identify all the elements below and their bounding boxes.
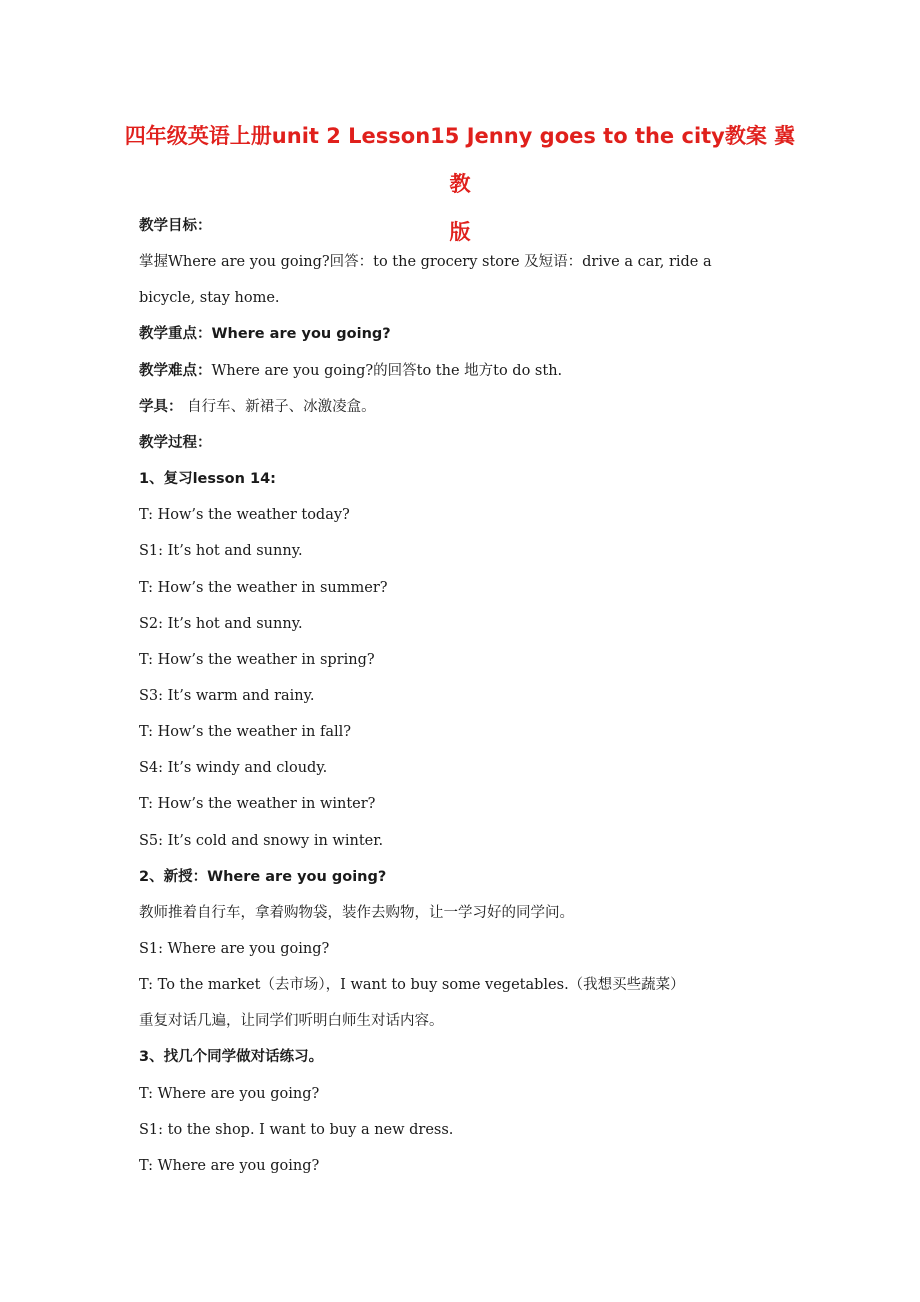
document-line bbox=[139, 614, 799, 634]
document-line bbox=[139, 903, 799, 923]
line-label: 学具： bbox=[139, 398, 183, 415]
line-text: 教师推着自行车，拿着购物袋，装作去购物，让一学习好的同学问。 bbox=[139, 904, 574, 921]
document-line bbox=[139, 650, 799, 670]
line-text: T: To the market（去市场），I want to buy some vegetables.（我想买些蔬菜） bbox=[139, 977, 685, 994]
line-text: Where are you going? bbox=[211, 326, 391, 343]
line-text: T: How’s the weather in fall? bbox=[139, 724, 352, 741]
document-line bbox=[139, 867, 799, 887]
line-text: T: Where are you going? bbox=[139, 1157, 320, 1174]
document-line bbox=[139, 939, 799, 959]
line-text: 重复对话几遍，让同学们听明白师生对话内容。 bbox=[139, 1013, 444, 1030]
line-text: Where are you going?的回答to the 地方to do sth. bbox=[211, 362, 563, 379]
document-line bbox=[139, 216, 799, 236]
line-text: S3: It’s warm and rainy. bbox=[139, 687, 315, 704]
line-text: 1、复习lesson 14: bbox=[139, 471, 276, 488]
document-line bbox=[139, 505, 799, 525]
line-text: 掌握Where are you going?回答：to the grocery store 及短语：drive a car, ride a bbox=[139, 254, 712, 271]
document-line bbox=[139, 1120, 799, 1140]
document-line bbox=[139, 252, 799, 272]
document-line bbox=[139, 433, 799, 453]
line-text: T: How’s the weather in spring? bbox=[139, 651, 375, 668]
title-line-1: 四年级英语上册unit 2 Lesson15 Jenny goes to the city教案 冀教 bbox=[124, 124, 796, 196]
document-line bbox=[139, 1084, 799, 1104]
title-line-2: 版 bbox=[449, 220, 471, 244]
line-text: T: How’s the weather in summer? bbox=[139, 579, 388, 596]
document-line bbox=[139, 361, 799, 381]
line-text: 2、新授：Where are you going? bbox=[139, 868, 387, 885]
line-text: 教学目标： bbox=[139, 218, 212, 234]
document-line bbox=[139, 686, 799, 706]
line-text: T: Where are you going? bbox=[139, 1085, 320, 1102]
line-text: 自行车、新裙子、冰激凌盒。 bbox=[182, 398, 376, 415]
document-line bbox=[139, 288, 799, 308]
document-line bbox=[139, 541, 799, 561]
document-line bbox=[139, 1011, 799, 1031]
line-text: bicycle, stay home. bbox=[139, 290, 280, 307]
line-text: S5: It’s cold and snowy in winter. bbox=[139, 832, 384, 849]
line-text: T: How’s the weather in winter? bbox=[139, 796, 376, 813]
document-line bbox=[139, 794, 799, 814]
line-text: S2: It’s hot and sunny. bbox=[139, 615, 303, 632]
document-line bbox=[139, 1047, 799, 1067]
document-line bbox=[139, 397, 799, 417]
document-line bbox=[139, 722, 799, 742]
document-line bbox=[139, 831, 799, 851]
line-label: 教学重点： bbox=[139, 326, 212, 343]
document-line bbox=[139, 324, 799, 344]
line-text: S1: It’s hot and sunny. bbox=[139, 543, 303, 560]
line-text: T: How’s the weather today? bbox=[139, 507, 350, 524]
document-line bbox=[139, 469, 799, 489]
document-line bbox=[139, 1156, 799, 1176]
line-label: 教学难点： bbox=[139, 362, 212, 379]
line-text: S1: Where are you going? bbox=[139, 941, 330, 957]
line-text: S4: It’s windy and cloudy. bbox=[139, 760, 328, 777]
line-text: S1: to the shop. I want to buy a new dress. bbox=[139, 1121, 454, 1138]
document-line bbox=[139, 975, 799, 995]
line-text: 3、找几个同学做对话练习。 bbox=[139, 1049, 324, 1066]
document-line bbox=[139, 578, 799, 598]
document-line bbox=[139, 758, 799, 778]
line-text: 教学过程： bbox=[139, 434, 212, 451]
